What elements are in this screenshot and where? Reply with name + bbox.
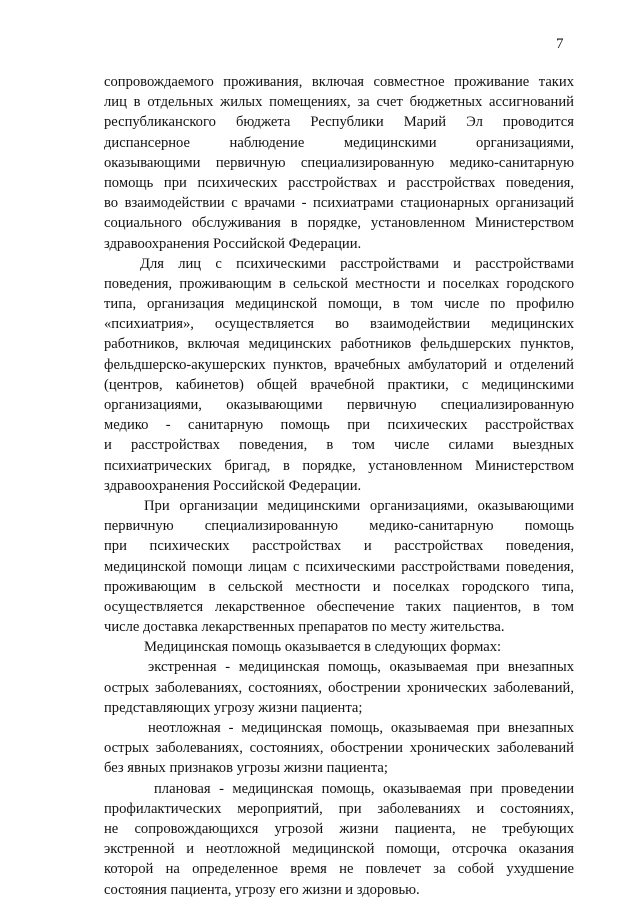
text-line: типа, организация медицинской помощи, в том числе по профилю xyxy=(104,296,574,313)
text-line: работников, включая медицинских работников фельдшерских пунктов, xyxy=(104,336,574,353)
text-line: и расстройствах поведения, в том числе силами выездных xyxy=(104,437,574,454)
text-line: медицинской помощи лицам с психическими расстройствами поведения, xyxy=(104,558,574,575)
text-line: организациями, оказывающими первичную специализированную xyxy=(104,397,574,413)
paragraph-care-forms-intro xyxy=(104,637,574,657)
text-line: экстренной и неотложной медицинской помощи, отсрочка оказания xyxy=(104,841,574,858)
paragraph-drug-provision xyxy=(104,496,574,637)
text-line: республиканского бюджета Республики Марий Эл проводится xyxy=(104,114,574,131)
paragraph-urgent-care xyxy=(104,718,574,779)
paragraph-continued-provision xyxy=(104,72,574,254)
text-line: помощь при психических расстройствах и расстройствах поведения, xyxy=(104,174,574,191)
text-line: социального обслуживания в порядке, установленном Министерством xyxy=(104,215,574,232)
text-line: медико - санитарную помощь при психических расстройствах xyxy=(104,417,574,434)
text-line: фельдшерско-акушерских пунктов, врачебных амбулаторий и отделений xyxy=(104,356,574,373)
text-line: проживающим в сельской местности и поселках городского типа, xyxy=(104,578,574,595)
text-line: оказывающими первичную специализированную медико-санитарную xyxy=(104,154,574,171)
text-line: психиатрических бригад, в порядке, установленном Министерством xyxy=(104,457,574,474)
paragraph-rural-care xyxy=(104,254,574,496)
text-line: представляющих угрозу жизни пациента; xyxy=(104,699,363,716)
text-line: которой на определенное время не повлечет за собой ухудшение xyxy=(104,861,574,878)
text-line: при психических расстройствах и расстройствах поведения, xyxy=(104,538,574,555)
text-line: При организации медицинскими организациями, оказывающими xyxy=(144,497,574,514)
text-line: (центров, кабинетов) общей врачебной практики, с медицинскими xyxy=(104,376,574,393)
text-line: диспансерное наблюдение медицинскими организациями, xyxy=(104,134,574,151)
text-line: «психиатрия», осуществляется во взаимодействии медицинских xyxy=(104,316,574,333)
page-number: 7 xyxy=(556,36,564,52)
text-line: острых заболеваниях, состояниях, обострении хронических заболеваний, xyxy=(104,679,574,696)
text-line: сопровождаемого проживания, включая совместное проживание таких xyxy=(104,74,574,90)
text-line: острых заболеваниях, состояниях, обострении хронических заболеваний xyxy=(104,740,574,757)
text-line: профилактических мероприятий, при заболеваниях и состояниях, xyxy=(104,800,574,817)
text-line: лиц в отдельных жилых помещениях, за счет бюджетных ассигнований xyxy=(104,94,574,111)
text-line: не сопровождающихся угрозой жизни пациента, не требующих xyxy=(104,820,574,837)
text-line: числе доставка лекарственных препаратов по месту жительства. xyxy=(104,619,505,636)
text-line: здравоохранения Российской Федерации. xyxy=(104,235,362,252)
text-line: поведения, проживающим в сельской местности и поселках городского xyxy=(104,275,574,292)
document-body xyxy=(104,72,574,900)
paragraph-emergency-care xyxy=(104,657,574,718)
text-line: без явных признаков угрозы жизни пациента; xyxy=(104,760,388,777)
text-line: осуществляется лекарственное обеспечение таких пациентов, в том xyxy=(104,598,574,615)
paragraph-planned-care xyxy=(104,779,574,900)
text-line: Медицинская помощь оказывается в следующих формах: xyxy=(144,639,502,656)
text-line: состояния пациента, угрозу его жизни и здоровью. xyxy=(104,881,420,898)
text-line: неотложная - медицинская помощь, оказываемая при внезапных xyxy=(148,720,574,736)
text-line: плановая - медицинская помощь, оказываемая при проведении xyxy=(154,780,574,797)
text-line: Для лиц с психическими расстройствами и расстройствами xyxy=(140,255,574,272)
text-line: во взаимодействии с врачами - психиатрами стационарных организаций xyxy=(104,195,574,212)
text-line: первичную специализированную медико-санитарную помощь xyxy=(104,518,574,535)
text-line: экстренная - медицинская помощь, оказываемая при внезапных xyxy=(148,659,574,676)
text-line: здравоохранения Российской Федерации. xyxy=(104,477,362,494)
